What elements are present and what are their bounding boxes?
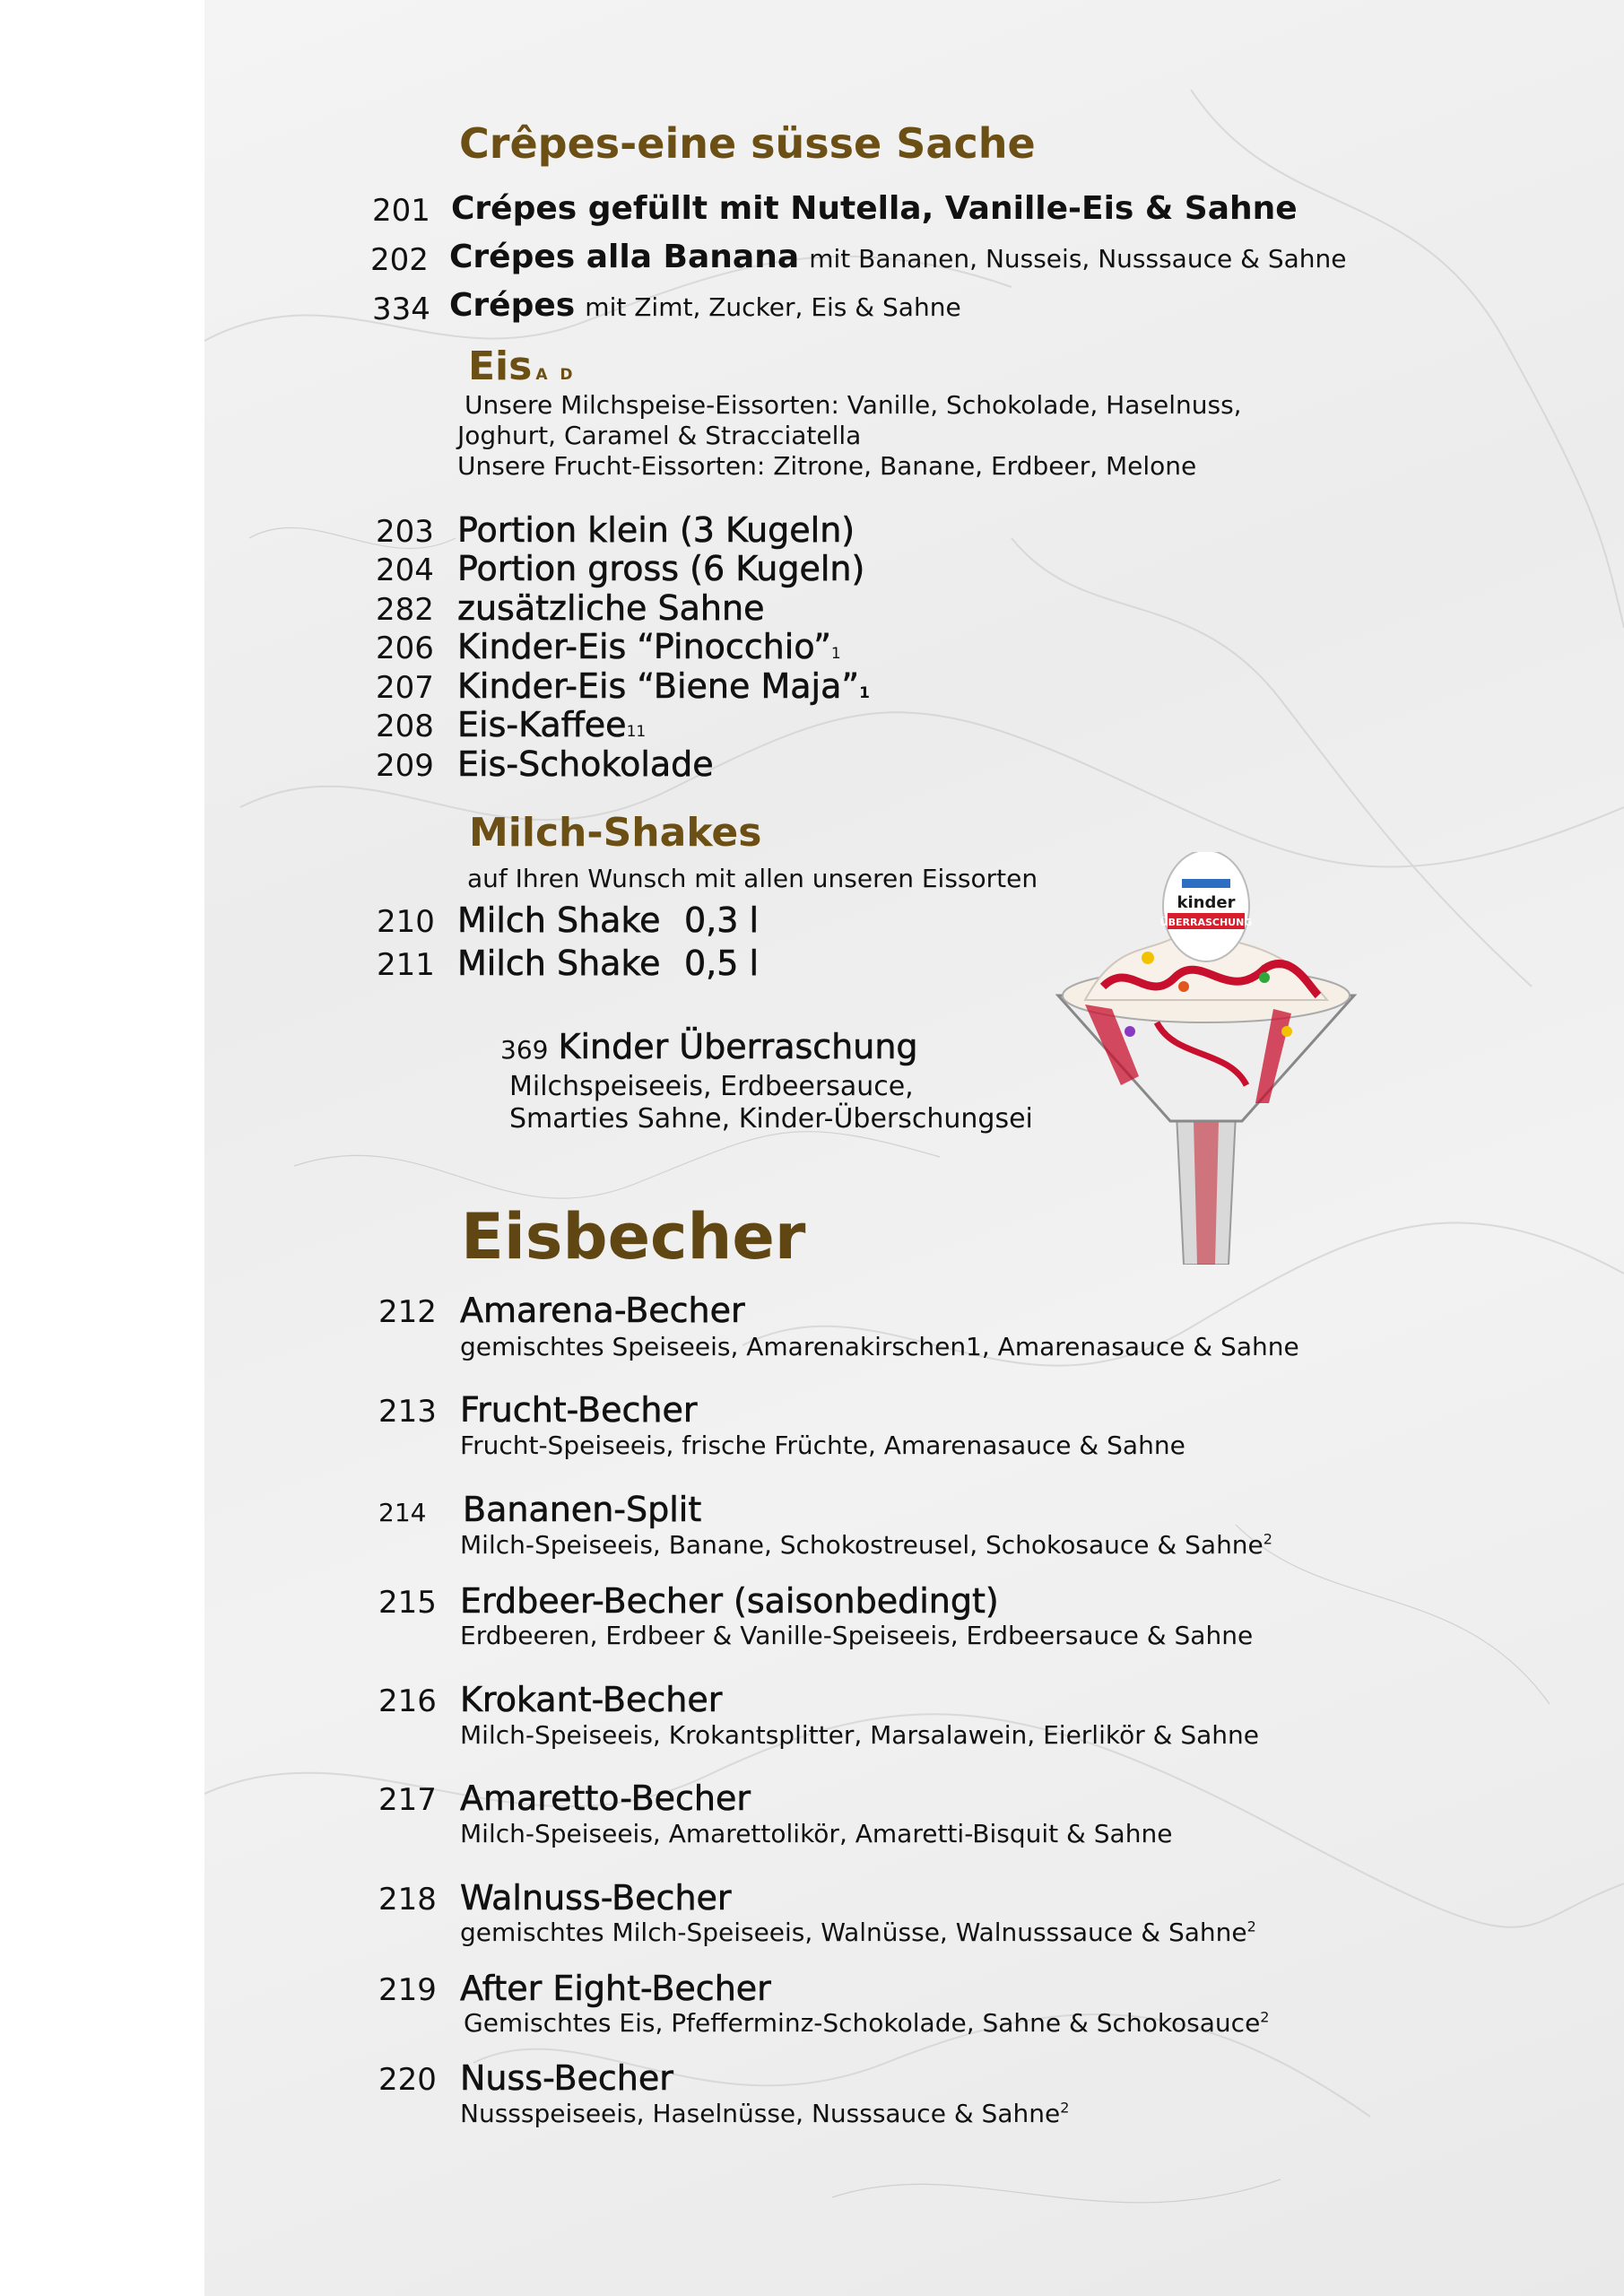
eis-207-name: Kinder-Eis “Biene Maja” <box>457 666 860 706</box>
marble-background <box>204 0 1624 2296</box>
shake-210-size: 0,3 l <box>684 900 760 940</box>
crepes-title: Crêpes-eine süsse Sache <box>459 119 1036 168</box>
becher-217-desc: Milch-Speiseeis, Amarettolikör, Amaretti-Bisquit & Sahne <box>460 1819 1173 1848</box>
becher-214-desc: Milch-Speiseeis, Banane, Schokostreusel, Schokosauce & Sahne <box>460 1530 1264 1560</box>
becher-214-name: Bananen-Split <box>463 1490 702 1529</box>
becher-220-number: 220 <box>378 2062 437 2098</box>
becher-219-name: After Eight-Becher <box>460 1969 771 2008</box>
crepes-334-row <box>449 287 961 324</box>
becher-216-desc: Milch-Speiseeis, Krokantsplitter, Marsalawein, Eierlikör & Sahne <box>460 1720 1260 1750</box>
eisbecher-title: Eisbecher <box>461 1200 806 1274</box>
becher-219-number: 219 <box>378 1972 437 2008</box>
special-369-desc-line-1: Milchspeiseeis, Erdbeersauce, <box>509 1071 914 1102</box>
becher-217-name: Amaretto-Becher <box>460 1779 751 1818</box>
marble-veins <box>204 0 1624 2296</box>
eis-206-row <box>457 627 841 666</box>
becher-213-desc: Frucht-Speiseeis, frische Früchte, Amarenasauce & Sahne <box>460 1431 1185 1460</box>
eis-203-name: Portion klein (3 Kugeln) <box>457 510 855 550</box>
becher-216-name: Krokant-Becher <box>460 1680 723 1719</box>
crepes-334-number: 334 <box>372 291 430 327</box>
becher-218-name: Walnuss-Becher <box>460 1878 732 1918</box>
crepes-202-number: 202 <box>370 242 429 278</box>
becher-212-desc: gemischtes Speiseeis, Amarenakirschen1, Amarenasauce & Sahne <box>460 1332 1299 1361</box>
becher-219-desc-row <box>464 2008 1269 2038</box>
eis-info-line-1: Unsere Milchspeise-Eissorten: Vanille, Schokolade, Haselnuss, <box>465 390 1242 420</box>
eis-207-number: 207 <box>376 670 434 706</box>
egg-label: ÜBERRASCHUNG <box>1159 917 1253 928</box>
becher-220-sup: 2 <box>1060 2099 1070 2117</box>
eis-282-name: zusätzliche Sahne <box>457 588 765 628</box>
crepes-201-number: 201 <box>372 193 430 229</box>
becher-214-number: 214 <box>378 1498 427 1527</box>
becher-213-name: Frucht-Becher <box>460 1390 698 1430</box>
eis-title <box>468 344 577 389</box>
eis-207-row <box>457 666 870 706</box>
shakes-subtitle: auf Ihren Wunsch mit allen unseren Eissorten <box>467 864 1038 893</box>
becher-218-desc-row <box>460 1918 1256 1947</box>
eis-title-index: A D <box>535 366 577 384</box>
shake-211-number: 211 <box>377 947 435 983</box>
eis-title-text: Eis <box>468 344 533 389</box>
crepes-201-name: Crépes gefüllt mit Nutella, Vanille-Eis & Sahne <box>451 190 1298 227</box>
crepes-202-name: Crépes alla Banana <box>449 239 800 275</box>
becher-214-sup: 2 <box>1263 1530 1272 1548</box>
crepes-334-desc: mit Zimt, Zucker, Eis & Sahne <box>585 292 961 322</box>
becher-220-name: Nuss-Becher <box>460 2058 673 2098</box>
becher-218-desc: gemischtes Milch-Speiseeis, Walnüsse, Walnusssauce & Sahne <box>460 1918 1247 1947</box>
eis-207-index: 1 <box>859 684 870 702</box>
shake-211-name: Milch Shake <box>457 944 661 983</box>
special-369-name: Kinder Überraschung <box>558 1027 918 1066</box>
becher-220-desc: Nussspeiseeis, Haselnüsse, Nusssauce & Sahne <box>460 2099 1061 2128</box>
becher-214-desc-row <box>460 1530 1272 1560</box>
eis-204-name: Portion gross (6 Kugeln) <box>457 549 865 588</box>
eis-info-line-3: Unsere Frucht-Eissorten: Zitrone, Banane, Erdbeer, Melone <box>457 451 1197 481</box>
becher-218-number: 218 <box>378 1882 437 1918</box>
becher-220-desc-row <box>460 2099 1069 2128</box>
becher-219-sup: 2 <box>1260 2008 1270 2026</box>
eis-209-number: 209 <box>376 748 434 784</box>
crepes-334-name: Crépes <box>449 287 576 324</box>
becher-212-name: Amarena-Becher <box>460 1291 745 1330</box>
eis-209-name: Eis-Schokolade <box>457 744 714 784</box>
becher-213-number: 213 <box>378 1394 437 1430</box>
kinder-sundae-image <box>1049 852 1363 1265</box>
eis-206-index: 1 <box>830 645 841 663</box>
becher-215-desc: Erdbeeren, Erdbeer & Vanille-Speiseeis, Erdbeersauce & Sahne <box>460 1621 1254 1650</box>
becher-216-number: 216 <box>378 1683 437 1719</box>
eis-info-line-2: Joghurt, Caramel & Stracciatella <box>457 421 862 450</box>
shake-210-number: 210 <box>377 904 435 940</box>
shakes-title: Milch-Shakes <box>469 810 762 856</box>
becher-215-number: 215 <box>378 1585 437 1621</box>
crepes-202-desc: mit Bananen, Nusseis, Nusssauce & Sahne <box>809 244 1347 274</box>
eis-208-row <box>457 705 646 744</box>
becher-219-desc: Gemischtes Eis, Pfefferminz-Schokolade, Sahne & Schokosauce <box>464 2008 1261 2038</box>
eis-208-index: 11 <box>626 723 647 741</box>
becher-215-name: Erdbeer-Becher (saisonbedingt) <box>460 1581 999 1621</box>
special-369-row <box>500 1027 918 1066</box>
eis-206-name: Kinder-Eis “Pinocchio” <box>457 627 831 666</box>
special-369-desc-line-2: Smarties Sahne, Kinder-Überschungsei <box>509 1103 1033 1135</box>
eis-204-number: 204 <box>376 552 434 588</box>
becher-212-number: 212 <box>378 1294 437 1330</box>
becher-217-number: 217 <box>378 1782 437 1818</box>
eis-208-number: 208 <box>376 709 434 744</box>
eis-208-name: Eis-Kaffee <box>457 705 627 744</box>
eis-206-number: 206 <box>376 631 434 666</box>
crepes-202-row <box>449 239 1346 275</box>
eis-203-number: 203 <box>376 514 434 550</box>
shake-211-size: 0,5 l <box>684 944 760 983</box>
egg-brand: kinder <box>1177 893 1236 912</box>
becher-218-sup: 2 <box>1246 1918 1256 1935</box>
shake-210-name: Milch Shake <box>457 900 661 940</box>
special-369-number: 369 <box>500 1035 549 1065</box>
page-margin <box>0 0 204 2296</box>
eis-282-number: 282 <box>376 592 434 628</box>
